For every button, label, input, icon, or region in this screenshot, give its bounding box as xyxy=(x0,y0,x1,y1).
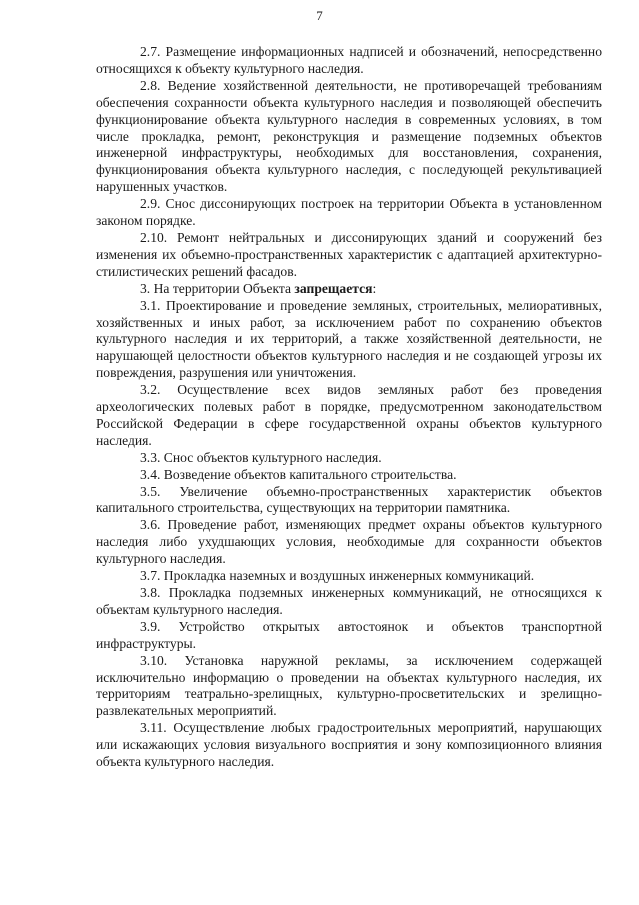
clause-2-8: 2.8. Ведение хозяйственной деятельности, не противоречащей требованиям обеспечения сохранности объекта культурного наследия и позволяющей обеспечить функционирование объекта культурного наследия в современных условиях, в том числе прокладка, ремонт, реконструкция и размещение подземных объектов инженерной инфраструктуры, необходимых для восстановления, сохранения, функционирования объекта культурного наследия, с последующей рекультивацией нарушенных участков. xyxy=(96,77,602,195)
clause-3-3: 3.3. Снос объектов культурного наследия. xyxy=(140,449,382,465)
clause-3-heading-text: 3. На территории Объекта xyxy=(140,280,295,296)
clause-3-heading-bold: запрещается xyxy=(294,280,373,296)
clause-3-2: 3.2. Осуществление всех видов земляных работ без проведения археологических полевых работ в порядке, предусмотренном законодательством Российской Федерации в сфере государственной охраны объектов культурного наследия. xyxy=(96,382,602,448)
clause-3-9: 3.9. Устройство открытых автостоянок и объектов транспортной инфраструктуры. xyxy=(96,618,602,651)
document-body xyxy=(96,44,602,771)
clause-2-7: 2.7. Размещение информационных надписей и обозначений, непосредственно относящихся к объекту культурного наследия. xyxy=(96,44,602,76)
clause-3-6: 3.6. Проведение работ, изменяющих предмет охраны объектов культурного наследия либо ухудшающих условия, необходимые для сохранности объектов культурного наследия. xyxy=(96,517,602,567)
clause-2-10: 2.10. Ремонт нейтральных и диссонирующих зданий и сооружений без изменения их объемно-пространственных характеристик с адаптацией архитектурно-стилистических решений фасадов. xyxy=(96,229,602,279)
clause-3-heading-suffix: : xyxy=(372,280,377,296)
clause-3-heading xyxy=(96,281,602,298)
page-number: 7 xyxy=(316,8,323,23)
clause-3-10: 3.10. Установка наружной рекламы, за исключением содержащей исключительно информацию о проведении на объектах культурного наследия, их территориям театрально-зрелищных, культурно-просветительских и зрелищно-развлекательных мероприятий. xyxy=(96,652,602,719)
clause-3-1: 3.1. Проектирование и проведение земляных, строительных, мелиоративных, хозяйственных и иных работ, за исключением работ по сохранению объектов культурного наследия и их территорий, а также хозяйственной деятельности, не нарушающей целостности объектов культурного наследия и не создающей угрозы их повреждения, разрушения или уничтожения. xyxy=(96,297,602,381)
clause-3-8: 3.8. Прокладка подземных инженерных коммуникаций, не относящихся к объектам культурного наследия. xyxy=(96,585,602,617)
clause-3-5: 3.5. Увеличение объемно-пространственных характеристик объектов капитального строительства, существующих на территории памятника. xyxy=(96,483,602,516)
clause-3-4: 3.4. Возведение объектов капитального строительства. xyxy=(140,466,457,482)
clause-2-9: 2.9. Снос диссонирующих построек на территории Объекта в установленном законом порядке. xyxy=(96,196,602,229)
clause-3-11: 3.11. Осуществление любых градостроительных мероприятий, нарушающих или искажающих условия визуального восприятия и зону композиционного влияния объекта культурного наследия. xyxy=(96,720,602,770)
clause-3-7: 3.7. Прокладка наземных и воздушных инженерных коммуникаций. xyxy=(140,568,535,584)
